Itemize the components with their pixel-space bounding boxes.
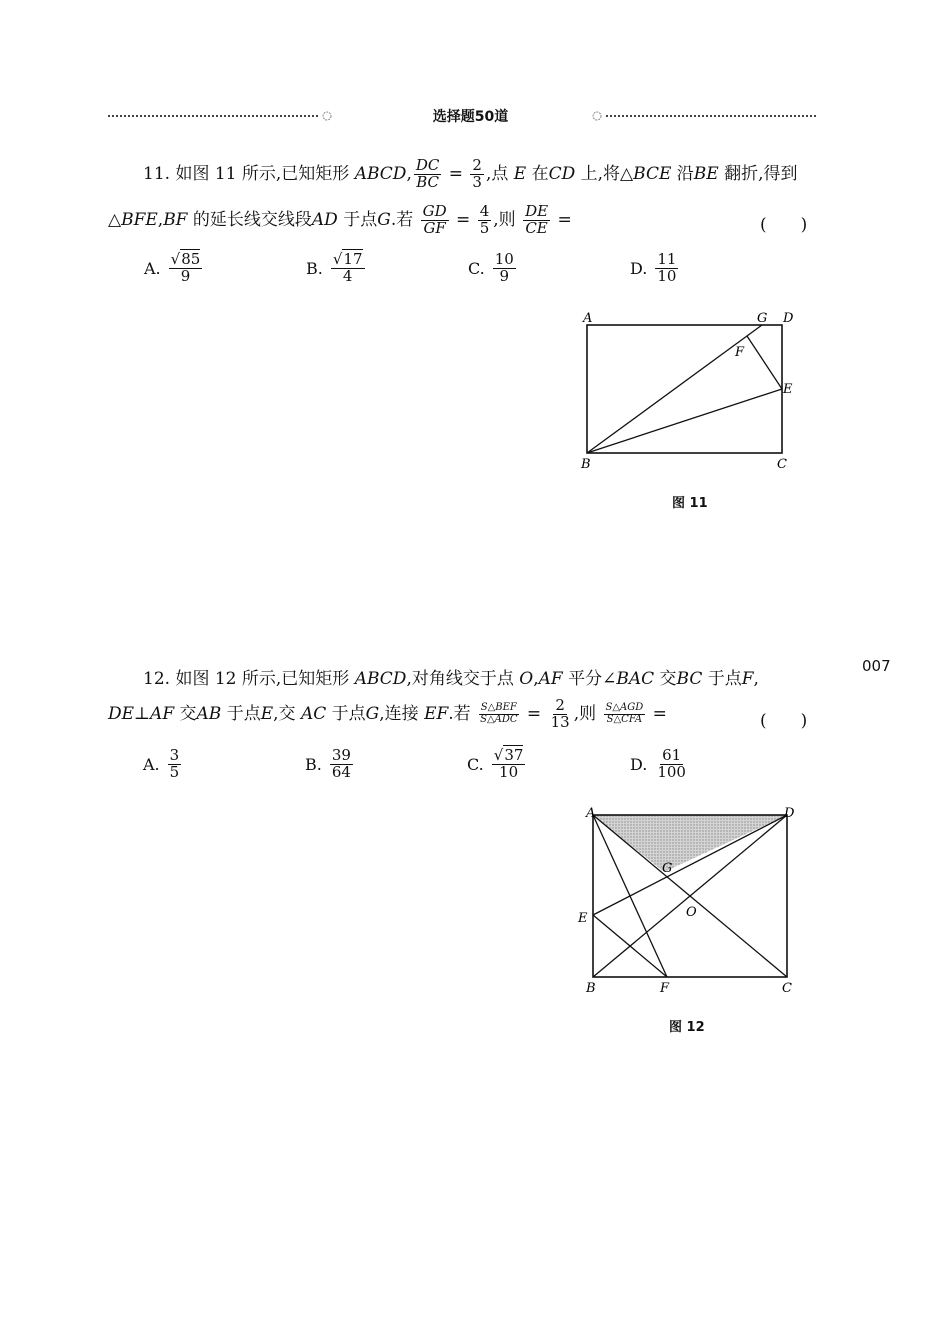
option-denominator: 10 xyxy=(657,266,677,285)
fraction-denominator: S△CFA xyxy=(606,713,643,725)
fraction-numerator: 2 xyxy=(472,156,482,174)
option-numerator: 61 xyxy=(662,746,682,764)
fig11-label-A: A xyxy=(583,311,593,326)
option-fraction xyxy=(169,252,203,285)
q12-number: 12. xyxy=(143,669,171,689)
fraction-denominator: 13 xyxy=(550,712,570,731)
fraction-denominator: GF xyxy=(423,218,446,237)
text-run: O xyxy=(519,669,534,689)
option-denominator: 9 xyxy=(180,266,191,285)
text-run: BAC xyxy=(616,669,655,689)
text-run: BF xyxy=(163,209,188,230)
text-run: E xyxy=(513,163,527,184)
text-run: ,对角线交于点 xyxy=(406,669,520,689)
option-fraction xyxy=(331,252,365,285)
text-run: G xyxy=(365,703,380,724)
q11-answer-paren: ( ) xyxy=(760,215,808,235)
page-number: 007 xyxy=(862,657,891,675)
text-run: 的延长线交线段 xyxy=(187,209,312,230)
fig11-label-D: D xyxy=(783,311,794,326)
q12-option-d xyxy=(630,748,690,781)
text-run: 于点 xyxy=(702,669,742,689)
fig11-label-C: C xyxy=(777,457,787,472)
text-run: , xyxy=(157,209,164,230)
q12-line2 xyxy=(108,698,667,731)
option-fraction xyxy=(168,748,182,781)
text-run: = xyxy=(552,209,572,230)
option-numerator: 3 xyxy=(169,746,180,764)
fig12-shaded-triangle-AGD xyxy=(593,815,787,872)
text-run: ,点 xyxy=(485,163,514,184)
text-run: AB xyxy=(196,703,222,724)
fig12-caption: 图 12 xyxy=(669,1020,705,1035)
figure-11 xyxy=(575,305,805,475)
sqrt-icon: √ xyxy=(332,250,343,268)
option-label: C. xyxy=(468,258,485,278)
option-label: C. xyxy=(467,754,484,774)
q12-text-line2 xyxy=(108,696,667,731)
radicand: 17 xyxy=(343,250,363,268)
text-run: ,则 xyxy=(573,703,602,724)
option-denominator: 64 xyxy=(331,762,351,781)
fraction-numerator: 2 xyxy=(555,696,565,714)
text-run: AF xyxy=(538,669,563,689)
option-denominator: 100 xyxy=(657,762,686,781)
text-run: 平分∠ xyxy=(562,669,617,689)
text-run: 于点 xyxy=(326,703,366,724)
text-run: 于点 xyxy=(337,209,378,230)
fraction-numerator: DC xyxy=(415,156,440,174)
option-label: D. xyxy=(630,754,648,774)
sqrt-icon: √ xyxy=(170,250,181,268)
text-run: ,交 xyxy=(273,703,301,724)
q11-option-a xyxy=(144,252,204,285)
option-label: A. xyxy=(144,258,161,278)
figure-12 xyxy=(570,800,805,1000)
fraction-numerator: S△BEF xyxy=(480,702,517,714)
text-run: = xyxy=(450,209,476,230)
ornament-right-icon xyxy=(590,108,604,122)
text-run: G xyxy=(377,209,391,230)
text-run: = xyxy=(443,163,469,184)
text-run: EF xyxy=(424,703,449,724)
fraction xyxy=(414,158,442,191)
fig11-line-BE xyxy=(587,389,782,453)
option-fraction xyxy=(492,748,526,781)
option-fraction xyxy=(493,252,516,285)
text-run: 翻折,得到 xyxy=(718,163,798,184)
text-run: BCE xyxy=(633,163,672,184)
header-rule-right xyxy=(606,115,816,117)
text-run: , xyxy=(533,669,539,689)
text-run: BC xyxy=(676,669,703,689)
q12-option-a xyxy=(143,748,183,781)
fraction xyxy=(478,204,492,237)
option-fraction xyxy=(655,252,678,285)
fraction xyxy=(421,204,449,237)
fraction-numerator: 4 xyxy=(479,202,490,220)
option-fraction xyxy=(655,748,688,781)
option-denominator: 5 xyxy=(169,762,180,781)
fraction-denominator: CE xyxy=(525,218,548,237)
q11-option-d xyxy=(630,252,680,285)
text-run: = xyxy=(647,703,667,724)
q11-option-b xyxy=(306,252,367,285)
text-run: △ xyxy=(108,209,122,230)
option-label: B. xyxy=(305,754,322,774)
option-denominator: 10 xyxy=(499,762,519,781)
text-run: CD xyxy=(548,163,576,184)
q12-text-line1 xyxy=(175,669,759,689)
q12-line1 xyxy=(143,671,759,688)
text-run: DE xyxy=(108,703,135,724)
text-run: 上,将△ xyxy=(575,163,634,184)
text-run: AC xyxy=(300,703,327,724)
fig11-line-FE xyxy=(747,336,782,389)
text-run: = xyxy=(521,703,547,724)
fraction-numerator: GD xyxy=(422,202,447,220)
option-label: B. xyxy=(306,258,323,278)
option-numerator: 39 xyxy=(331,746,351,764)
fraction xyxy=(549,698,572,731)
text-run: AF xyxy=(150,703,175,724)
fig12-label-G: G xyxy=(662,861,673,876)
fig12-label-A: A xyxy=(586,806,596,821)
option-numerator: 10 xyxy=(494,250,514,268)
text-run: AD xyxy=(311,209,338,230)
fraction-numerator: DE xyxy=(525,202,549,220)
fig12-label-C: C xyxy=(782,981,792,996)
fig12-label-E: E xyxy=(578,911,588,926)
q12-option-c xyxy=(467,748,527,781)
text-run: 如图 12 所示,已知矩形 xyxy=(175,669,355,689)
sqrt-icon: √ xyxy=(493,746,504,764)
fraction xyxy=(470,158,484,191)
text-run: E xyxy=(260,703,274,724)
q11-line1 xyxy=(143,158,798,191)
q12-option-b xyxy=(305,748,355,781)
q12-answer-paren: ( ) xyxy=(760,711,808,731)
text-run: ,连接 xyxy=(379,703,425,724)
text-run: 如图 11 所示,已知矩形 xyxy=(175,163,355,184)
fig11-label-E: E xyxy=(783,382,793,397)
radicand: 37 xyxy=(504,746,524,764)
text-run: ABCD xyxy=(354,669,407,689)
option-label: A. xyxy=(143,754,160,774)
text-run: , xyxy=(753,669,759,689)
option-denominator: 9 xyxy=(499,266,510,285)
option-numerator: 11 xyxy=(657,250,677,268)
fraction-denominator: S△ADC xyxy=(480,713,518,725)
text-run: 交 xyxy=(174,703,197,724)
text-run: ,则 xyxy=(493,209,522,230)
fig12-label-D: D xyxy=(784,806,795,821)
text-run: ABCD xyxy=(354,163,407,184)
text-run: 沿 xyxy=(671,163,694,184)
fig11-caption: 图 11 xyxy=(672,496,708,511)
q11-line2 xyxy=(108,204,572,237)
fraction-numerator: S△AGD xyxy=(605,702,644,714)
q11-option-c xyxy=(468,252,518,285)
q11-text-line2 xyxy=(108,202,572,237)
fig12-label-O: O xyxy=(686,905,697,920)
header-title: 选择题50道 xyxy=(432,109,509,125)
q11-number: 11. xyxy=(143,163,171,184)
fraction xyxy=(604,703,646,725)
text-run: ⊥ xyxy=(134,703,151,724)
text-run: BFE xyxy=(121,209,158,230)
fig11-label-F: F xyxy=(735,345,745,360)
text-run: 交 xyxy=(654,669,677,689)
fig12-label-F: F xyxy=(660,981,670,996)
text-run: 于点 xyxy=(221,703,261,724)
text-run: F xyxy=(741,669,754,689)
fig11-label-B: B xyxy=(581,457,591,472)
fraction xyxy=(478,703,519,725)
q11-text-line1 xyxy=(175,156,798,191)
text-run: .若 xyxy=(390,209,419,230)
option-label: D. xyxy=(630,258,648,278)
text-run: .若 xyxy=(448,703,477,724)
option-denominator: 4 xyxy=(342,266,353,285)
text-run: BE xyxy=(693,163,719,184)
fraction-denominator: 3 xyxy=(472,172,482,191)
text-run: , xyxy=(406,163,412,184)
fraction-denominator: BC xyxy=(416,172,439,191)
fig11-label-G: G xyxy=(757,311,768,326)
fraction-denominator: 5 xyxy=(479,218,490,237)
text-run: 在 xyxy=(526,163,549,184)
fig12-label-B: B xyxy=(586,981,596,996)
fraction xyxy=(523,204,550,237)
radicand: 85 xyxy=(181,250,201,268)
option-fraction xyxy=(330,748,353,781)
